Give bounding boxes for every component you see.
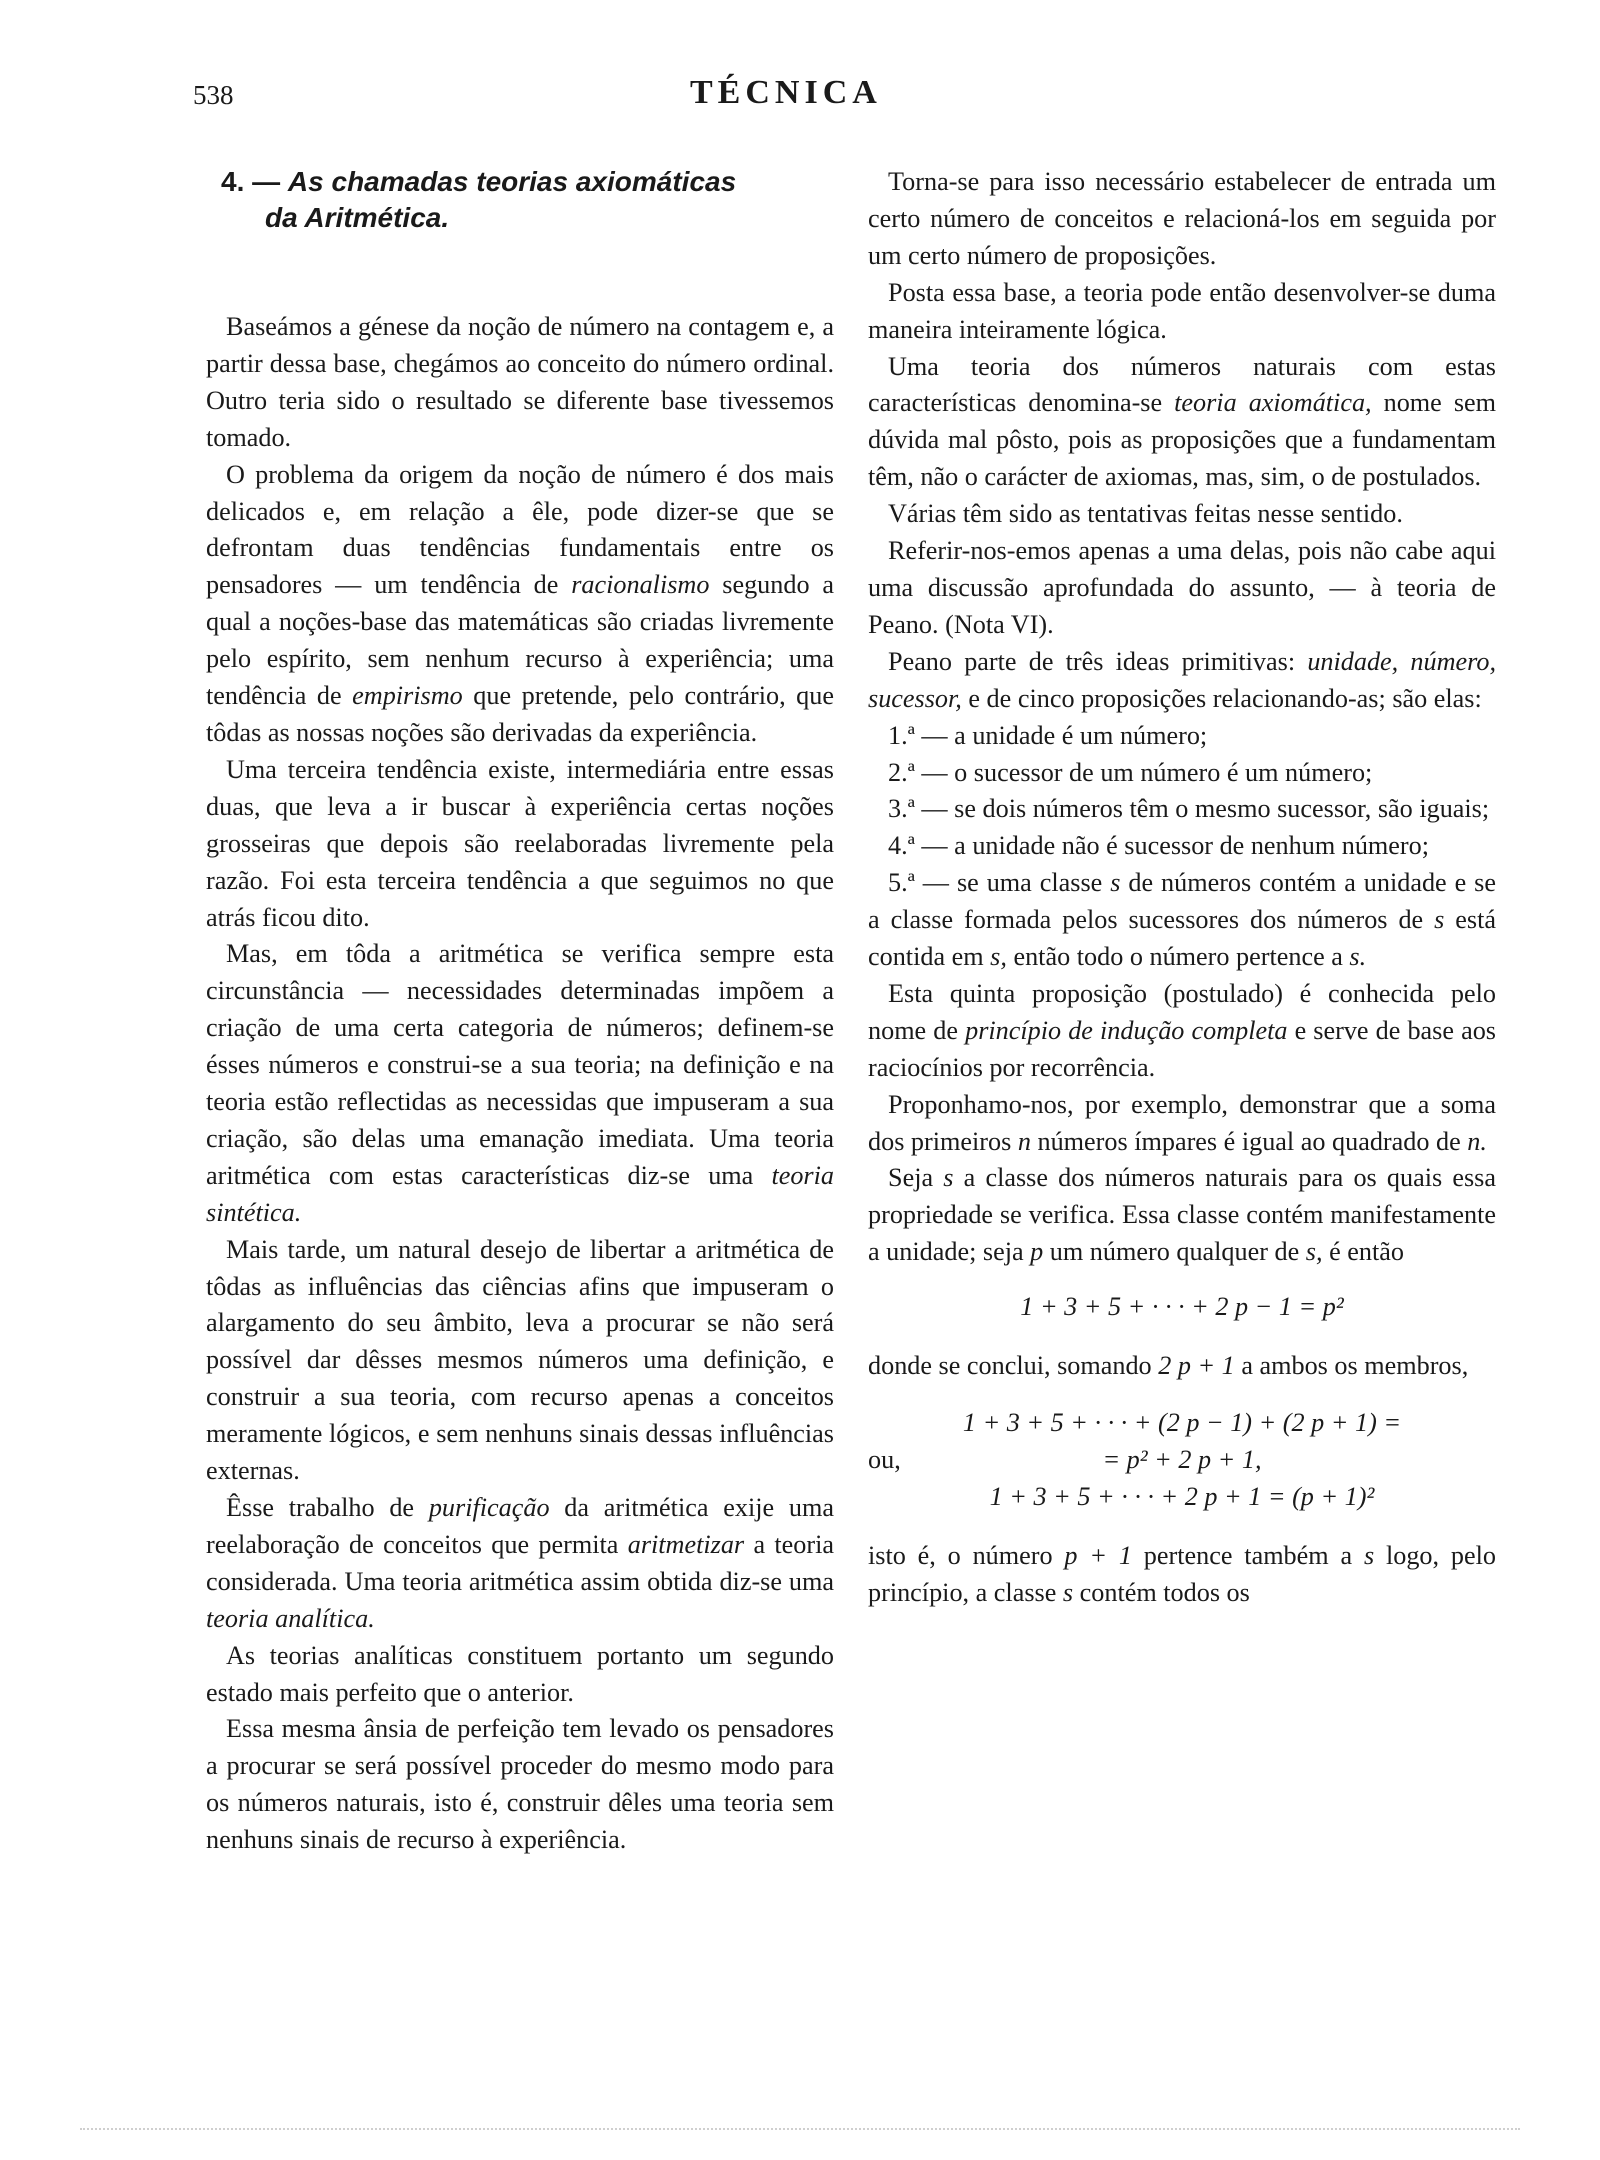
right-column xyxy=(868,164,1496,1612)
equation-line: = p² + 2 p + 1, xyxy=(1102,1444,1262,1474)
emphasis: empirismo xyxy=(352,681,463,711)
list-item: 3.ª — se dois números têm o mesmo sucessor, são iguais; xyxy=(888,794,1490,824)
emphasis: teoria analítica. xyxy=(206,1603,375,1633)
equation-connector: ou, xyxy=(868,1444,901,1474)
emphasis: aritmetizar xyxy=(627,1529,745,1559)
left-column xyxy=(206,164,834,1859)
emphasis: purificação xyxy=(428,1493,550,1522)
paragraph: donde se conclui, somando 2 p + 1 a ambos os membros, xyxy=(868,1351,1469,1381)
paragraph: Mais tarde, um natural desejo de libertar a aritmética de tôdas as influências das ciências afins que impuseram o alargamento do seu âmbito, leva a procurar se não será possível dar dêsses mesmos números uma definição, e construir a sua teoria, com recurso apenas a conceitos meramente lógicos, e sem nenhuns sinais dessas influências externas. xyxy=(206,1234,834,1486)
page-number: 538 xyxy=(193,80,234,110)
paragraph: Proponhamo-nos, por exemplo, demonstrar que a soma dos primeiros n números ímpares é igual ao quadrado de n. xyxy=(868,1089,1496,1156)
emphasis: racionalismo xyxy=(571,570,710,600)
paragraph: Várias têm sido as tentativas feitas nesse sentido. xyxy=(888,499,1403,529)
paragraph: As teorias analíticas constituem portanto um segundo estado mais perfeito que o anterior. xyxy=(206,1640,834,1707)
paragraph: Mas, em tôda a aritmética se verifica sempre esta circunstância — necessidades determinadas impõem a criação de uma certa categoria de números; definem-se ésses números e construi-se a sua teoria; na definição e na teoria estão reflectidas as necessidas que impuseram a sua criação, são delas uma emanação imediata. Uma teoria aritmética com estas características diz-se uma teoria sintética. xyxy=(206,939,834,1227)
equation: 1 + 3 + 5 + · · · + 2 p − 1 = p² xyxy=(1020,1292,1344,1322)
paragraph: isto é, o número p + 1 pertence também a s logo, pelo princípio, a classe s contém todos os xyxy=(868,1540,1496,1607)
paragraph: Seja s a classe dos números naturais para os quais essa propriedade se verifica. Essa classe contém manifestamente a unidade; seja p um número qualquer de s, é então xyxy=(868,1163,1496,1267)
equation-line: 1 + 3 + 5 + · · · + (2 p − 1) + (2 p + 1) = xyxy=(962,1408,1402,1437)
paragraph: Peano parte de três ideas primitivas: unidade, número, sucessor, e de cinco proposições relacionando-as; são elas: xyxy=(868,646,1497,713)
paragraph: Posta essa base, a teoria pode então desenvolver-se duma maneira inteiramente lógica. xyxy=(868,277,1496,344)
section-title-line2: da Aritmética. xyxy=(265,202,450,233)
paragraph: Referir-nos-emos apenas a uma delas, pois não cabe aqui uma discussão aprofundada do assunto, — à teoria de Peano. (Nota VI). xyxy=(868,536,1496,639)
paragraph: Esta quinta proposição (postulado) é conhecida pelo nome de princípio de indução completa e serve de base aos raciocínios por recorrência. xyxy=(868,978,1496,1082)
paragraph: Baseámos a génese da noção de número na contagem e, a partir dessa base, chegámos ao conceito do número ordinal. Outro teria sido o resultado se diferente base tivessemos tomado. xyxy=(206,312,834,452)
equation-block xyxy=(868,1405,1496,1516)
list-item: 2.ª — o sucessor de um número é um número; xyxy=(888,757,1373,787)
paragraph: Uma teoria dos números naturais com estas características denomina-se teoria axiomática, nome sem dúvida mal pôsto, pois as proposições que a fundamentam têm, não o carácter de axiomas, mas, sim, o de postulados. xyxy=(868,351,1496,492)
section-number: 4. — xyxy=(221,166,281,197)
running-title: TÉCNICA xyxy=(690,74,882,111)
list-item: 5.ª — se uma classe s de números contém a unidade e se a classe formada pelos sucessores dos números de s está contida em s, então todo o número pertence a s. xyxy=(868,868,1496,972)
paragraph: O problema da origem da noção de número é dos mais delicados e, em relação a êle, pode dizer-se que se defrontam duas tendências fundamentais entre os pensadores — um tendência de racionalismo segundo a qual a noções-base das matemáticas são criadas livremente pelo espírito, sem nenhum recurso à experiência; uma tendência de empirismo que pretende, pelo contrário, que tôdas as nossas noções são derivadas da experiência. xyxy=(206,459,834,747)
emphasis: teoria axiomática, xyxy=(1174,388,1372,418)
paragraph: Torna-se para isso necessário estabelecer de entrada um certo número de conceitos e relacioná-los em seguida por um certo número de proposições. xyxy=(868,167,1496,270)
section-title-line1: As chamadas teorias axiomáticas xyxy=(287,166,737,197)
paragraph: Êsse trabalho de purificação da aritmética exije uma reelaboração de conceitos que permita aritmetizar a teoria considerada. Uma teoria aritmética assim obtida diz-se uma teoria analítica. xyxy=(206,1493,834,1633)
list-item: 1.ª — a unidade é um número; xyxy=(888,720,1208,750)
list-item: 4.ª — a unidade não é sucessor de nenhum número; xyxy=(888,831,1430,861)
equation-line: 1 + 3 + 5 + · · · + 2 p + 1 = (p + 1)² xyxy=(989,1481,1375,1511)
emphasis: unidade, número, sucessor, xyxy=(868,646,1497,713)
paragraph: Uma terceira tendência existe, intermediária entre essas duas, que leva a ir buscar à experiência certas noções grosseiras que depois são reelaboradas livremente pela razão. Foi esta terceira tendência a que seguimos no que atrás ficou dito. xyxy=(206,754,834,932)
paragraph: Essa mesma ânsia de perfeição tem levado os pensadores a procurar se será possível proceder do mesmo modo para os números naturais, isto é, construir dêles uma teoria sem nenhuns sinais de recurso à experiência. xyxy=(206,1714,834,1855)
section-heading xyxy=(221,164,834,236)
emphasis: teoria sintética. xyxy=(206,1160,834,1227)
emphasis: princípio de indução completa xyxy=(965,1015,1288,1045)
footer-rule xyxy=(80,2128,1520,2130)
